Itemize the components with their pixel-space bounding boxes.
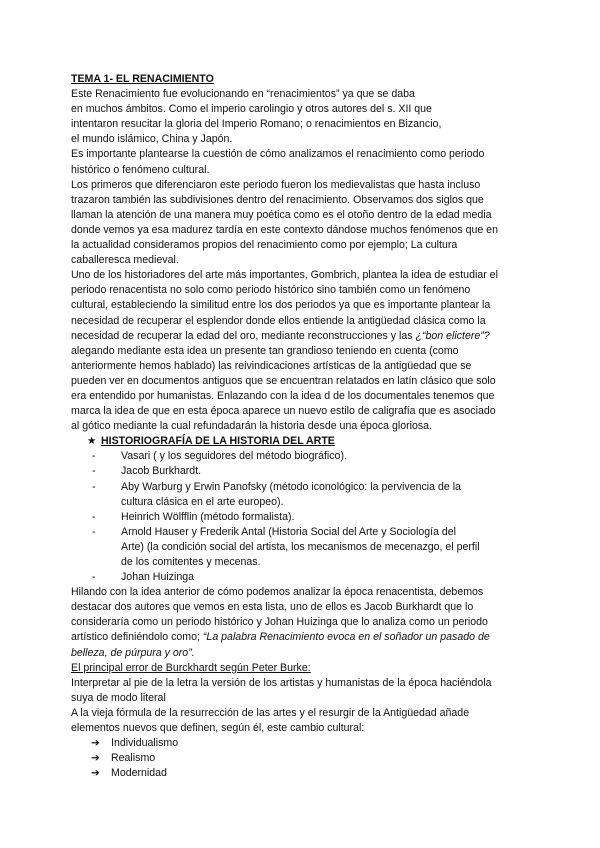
list-item-text: Vasari ( y los seguidores del método biográfico). — [121, 450, 347, 463]
text-line: en muchos ámbitos. Como el imperio carolingio y otros autores del s. XII que — [71, 103, 432, 116]
text-line: destacar dos autores que vemos en esta lista, uno de ellos es Jacob Burkhardt que lo — [71, 601, 474, 614]
dash-bullet: - — [92, 571, 96, 584]
section-heading-text: HISTORIOGRAFÍA DE LA HISTORIA DEL ARTE — [101, 435, 335, 448]
text-line: intentaron resucitar la gloria del Imperio Romano; o renacimientos en Bizancio, — [71, 118, 442, 131]
dash-bullet: - — [92, 525, 96, 538]
arrow-right-icon: ➔ — [91, 752, 100, 765]
features-list — [71, 736, 530, 781]
paragraph-interpretar — [71, 676, 530, 706]
text-span: necesidad de recuperar la edad del oro, mediante reconstrucciones y las — [71, 329, 416, 342]
paragraph-medievalistas — [71, 178, 530, 269]
list-item-text: Arte) (la condición social del artista, los mecanismos de mecenazgo, el perfil — [121, 540, 480, 553]
dash-bullet: - — [92, 465, 96, 478]
text-line: pueden ver en documentos antiguos que se encuentran relatados en latín clásico que solo — [71, 374, 496, 387]
dash-bullet: - — [92, 450, 96, 463]
arrow-right-icon: ➔ — [91, 737, 100, 750]
list-item — [71, 449, 530, 464]
text-line: suya de modo literal — [71, 691, 166, 704]
text-line: trazaron también las subdivisiones dentro del renacimiento. Observamos dos siglos que — [71, 193, 484, 206]
dash-bullet: - — [92, 510, 96, 523]
text-line: A la vieja fórmula de la resurrección de las artes y el resurgir de la Antigüedad añade — [71, 706, 470, 719]
star-bullet-icon: ★ — [87, 435, 97, 448]
text-line: alegando mediante esta idea un presente tan grandioso teniendo en cuenta (como — [71, 344, 459, 357]
text-line: era entendido por humanistas. Enlazando con la idea d de los documentales tenemos que — [71, 389, 495, 402]
italic-phrase: ¿“bon elictere”? — [415, 329, 490, 342]
list-item — [71, 464, 530, 479]
paragraph-renacimientos — [71, 87, 530, 147]
list-item — [71, 766, 530, 781]
text-line: histórico o fenómeno cultural. — [71, 163, 210, 176]
text-span: artístico definiéndolo como; — [71, 631, 203, 644]
list-item — [71, 480, 530, 510]
text-line: llaman la atención de una manera muy poética como es el otoño dentro de la edad media — [71, 208, 492, 221]
text-line: Hilando con la idea anterior de cómo podemos analizar la época renacentista, debemos — [71, 586, 484, 599]
text-line: donde vemos ya esa madurez tardía en este contexto dándose muchos fenómenos que en — [71, 223, 498, 236]
text-line: elementos nuevos que definen, según él, este cambio cultural: — [71, 722, 365, 735]
text-line — [71, 329, 530, 344]
list-item-text: de los comitentes y mecenas. — [121, 556, 261, 568]
historians-list — [71, 449, 530, 585]
document-title: TEMA 1- EL RENACIMIENTO — [71, 73, 214, 85]
text-line: Uno de los historiadores del arte más importantes, Gombrich, plantea la idea de estudiar el — [71, 269, 498, 282]
list-item — [71, 736, 530, 751]
list-item — [71, 510, 530, 525]
quote-text: belleza, de púrpura y oro”. — [71, 646, 195, 659]
list-item-text: Jacob Burkhardt. — [121, 465, 202, 478]
text-line: consideraría como un periodo histórico y Johan Huizinga que lo analiza como un periodo — [71, 616, 488, 629]
list-item-text: cultura clásica en el arte europeo). — [121, 495, 284, 508]
text-line: periodo renacentista no solo como periodo histórico sino también como un fenómeno — [71, 284, 471, 297]
text-line: al gótico mediante la cual refundadarán la historia desde una época gloriosa. — [71, 420, 433, 433]
paragraph-cuestion — [71, 147, 530, 177]
subheading-burke: El principal error de Burckhardt según Peter Burke: — [71, 661, 311, 674]
list-item-text: Aby Warburg y Erwin Panofsky (método iconológico: la pervivencia de la — [121, 480, 461, 493]
text-line: cultural, estableciendo la similitud entre los dos periodos ya que es importante plantear la — [71, 299, 491, 312]
text-line: marca la idea de que en esta época aparece un nuevo estilo de caligrafía que es asociado — [71, 405, 496, 418]
list-item-text: Arnold Hauser y Frederik Antal (Historia Social del Arte y Sociología del — [121, 525, 457, 538]
list-item — [71, 751, 530, 766]
section-heading — [71, 434, 530, 449]
text-line: caballeresca medieval. — [71, 254, 179, 267]
list-item-text: Johan Huizinga — [121, 571, 195, 584]
quote-text: “La palabra Renacimiento evoca en el soñador un pasado de — [202, 631, 490, 644]
text-line: Los primeros que diferenciaron este periodo fueron los medievalistas que hasta incluso — [71, 178, 481, 191]
list-item-text: Individualismo — [111, 737, 179, 750]
text-line: Interpretar al pie de la letra la versión de los artistas y humanistas de la época haciéndola — [71, 676, 492, 689]
text-line: Este Renacimiento fue evolucionando en “renacimientos” ya que se daba — [71, 88, 415, 101]
list-item-text: Modernidad — [111, 767, 167, 780]
text-line: el mundo islámico, China y Japón. — [71, 133, 233, 146]
text-line — [71, 630, 530, 645]
arrow-right-icon: ➔ — [91, 767, 100, 780]
dash-bullet: - — [92, 480, 96, 493]
text-line: necesidad de recuperar el esplendor donde ellos entiende la antigüedad clásica como la — [71, 314, 486, 327]
list-item-text: Heinrich Wölfflin (método formalista). — [121, 510, 295, 523]
paragraph-gombrich — [71, 268, 530, 434]
list-item — [71, 525, 530, 570]
list-item — [71, 570, 530, 585]
paragraph-formula — [71, 706, 530, 736]
text-line: anteriormente hemos hablado) las reivindicaciones artísticas de la antigüedad que se — [71, 359, 472, 372]
list-item-text: Realismo — [111, 752, 156, 765]
text-line: la actualidad consideramos propios del renacimiento como por ejemplo; La cultura — [71, 239, 458, 252]
text-line: Es importante plantearse la cuestión de cómo analizamos el renacimiento como periodo — [71, 148, 485, 161]
paragraph-burkhardt-huizinga — [71, 585, 530, 660]
